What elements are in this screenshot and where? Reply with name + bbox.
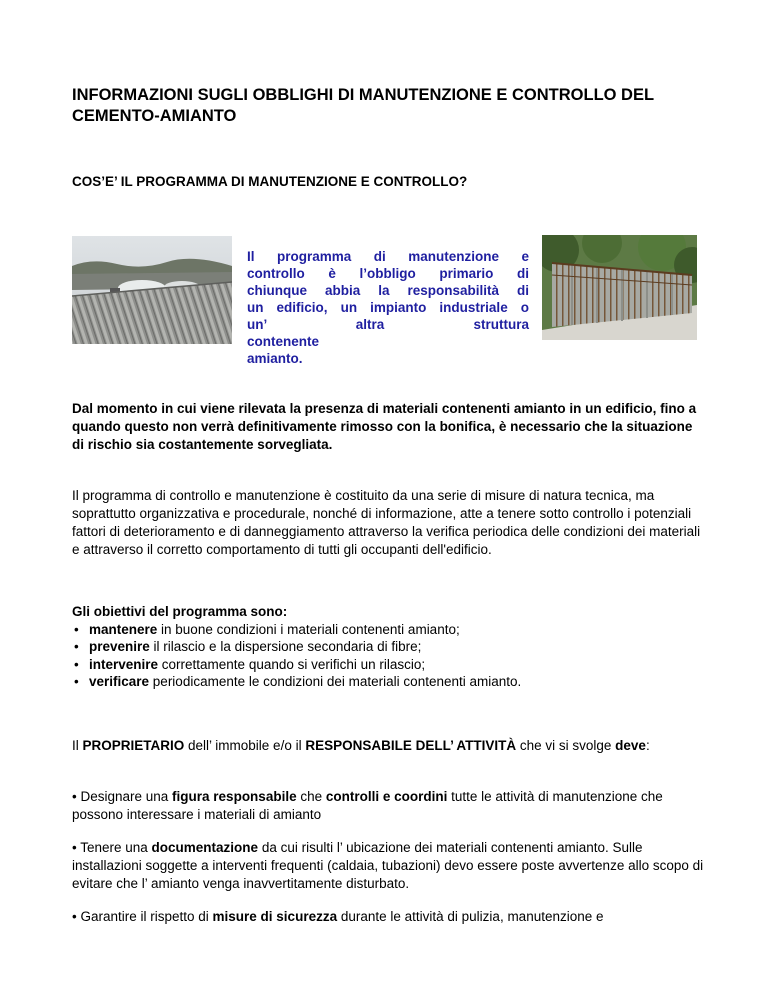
intro-line: controllo è l’obbligo primario di (247, 266, 529, 281)
duty-item: • Garantire il rispetto di misure di sicurezza durante le attività di pulizia, manutenzione e (72, 909, 604, 924)
risk-paragraph: Dal momento in cui viene rilevata la presenza di materiali contenenti amianto in un edificio, fino a quando questo non verrà definitivamente rimosso con la bonifica, è necessario che la situazione di rischio sia costantemente sorvegliata. (72, 401, 697, 452)
intro-line: un edificio, un impianto industriale o (247, 300, 529, 315)
program-description: Il programma di controllo e manutenzione è costituito da una serie di misure di natura tecnica, ma soprattutto organizzativa e procedurale, nonché di informazione, atte a tenere sotto controllo i potenziali fattori di deterioramento e di danneggiamento attraverso la verifica periodica delle condizioni dei materiali e attraverso il corretto comportamento di tutti gli occupanti dell'edificio. (72, 488, 701, 557)
list-item: • prevenire il rilascio e la dispersione secondaria di fibre; (72, 638, 704, 656)
intro-line: amianto. (247, 351, 303, 366)
intro-line: chiunque abbia la responsabilità di (247, 283, 529, 298)
page-title: INFORMAZIONI SUGLI OBBLIGHI DI MANUTENZIONE E CONTROLLO DEL CEMENTO-AMIANTO (72, 86, 654, 125)
intro-line: Il programma di manutenzione e (247, 249, 529, 264)
intro-line: un’ altra struttura contenente (247, 317, 529, 349)
list-item: • verificare periodicamente le condizioni dei materiali contenenti amianto. (72, 673, 704, 691)
objectives-title: Gli obiettivi del programma sono: (72, 604, 288, 619)
intro-box (247, 248, 529, 367)
objectives-list (72, 603, 704, 691)
owner-paragraph: Il PROPRIETARIO dell’ immobile e/o il RESPONSABILE DELL’ ATTIVITÀ che vi si svolge deve: (72, 738, 650, 753)
list-item: • mantenere in buone condizioni i materiali contenenti amianto; (72, 621, 704, 639)
section-subtitle: COS’E’ IL PROGRAMMA DI MANUTENZIONE E CONTROLLO? (72, 174, 468, 189)
fence-photo (542, 235, 697, 340)
duty-item: • Tenere una documentazione da cui risulti l’ ubicazione dei materiali contenenti amianto. Sulle installazioni soggette a interventi frequenti (caldaia, tubazioni) devo essere poste avvertenze allo scopo di evitare che l’ amianto venga inavvertitamente disturbato. (72, 840, 704, 891)
roof-photo (72, 236, 232, 344)
duty-item: • Designare una figura responsabile che controlli e coordini tutte le attività di manutenzione che possono interessare i materiali di amianto (72, 789, 663, 822)
list-item: • intervenire correttamente quando si verifichi un rilascio; (72, 656, 704, 674)
